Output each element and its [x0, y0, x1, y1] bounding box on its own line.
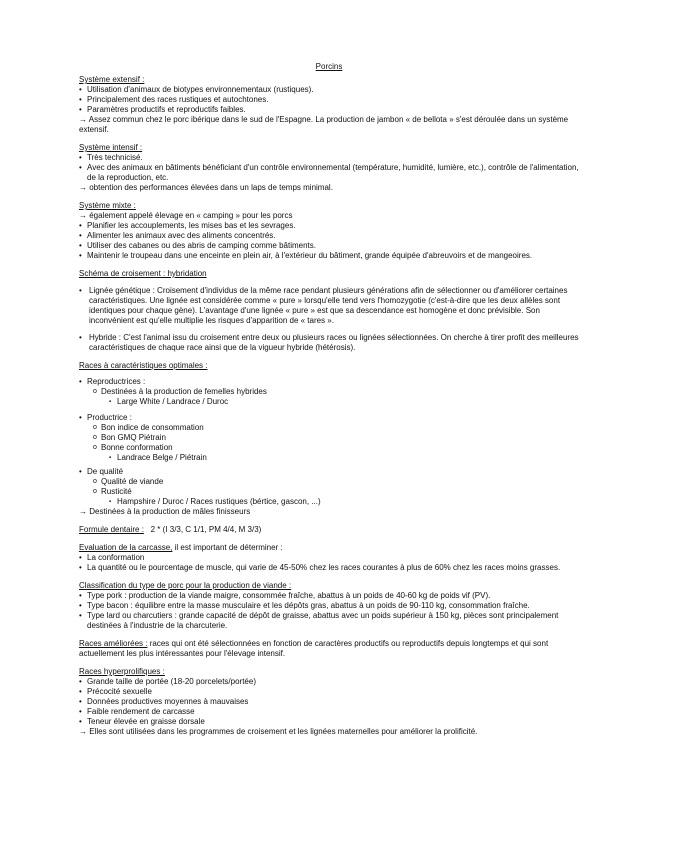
section-ameliorees	[79, 639, 579, 659]
list-item: • Données productives moyennes à mauvaises	[79, 697, 579, 707]
section-croisement	[79, 269, 579, 353]
list-item: • Lignée génétique : Croisement d'individus de la même race pendant plusieurs générations afin de sélectionner ou d'améliorer certaines caractéristiques. Une lignée est considérée comme « pure » lorsqu'elle tend vers l'homozygotie (c'est-à-dire que les deux allèles sont identiques pour chaque gène). L'avantage d'une lignée « pure » est que sa descendance est homogène et donc prévisible. Son inconvénient est qu'elle multiplie les risques d'apparition de « tares ».	[79, 286, 579, 326]
section-heading-intensif: Système intensif :	[79, 143, 143, 152]
list-item: • La conformation	[79, 553, 579, 563]
list-item: • Type pork : production de la viande maigre, consommée fraîche, abattus à un poids de 40-60 kg de poids vif (PV).	[79, 591, 579, 601]
list-item: • Type lard ou charcutiers : grande capacité de dépôt de graisse, abattus avec un poids supérieur à 150 kg, pièces sont principalement destinées à l'industrie de la charcuterie.	[79, 611, 579, 631]
list-item: • De qualité	[79, 467, 579, 477]
document-content	[79, 62, 579, 737]
section-extensif	[79, 75, 579, 135]
section-heading-formule: Formule dentaire :	[79, 525, 144, 534]
list-item: • Reproductrices :	[79, 377, 579, 387]
sub-sub-list-item: ▪ Large White / Landrace / Duroc	[79, 397, 579, 407]
list-item: • Avec des animaux en bâtiments bénéficiant d'un contrôle environnemental (température, humidité, lumière, etc.), contrôle de l'alimentation, de la reproduction, etc.	[79, 163, 579, 183]
section-heading-croisement: Schéma de croisement : hybridation	[79, 269, 207, 278]
arrow-note: → obtention des performances élevées dans un laps de temps minimal.	[79, 183, 333, 192]
list-item: • Paramètres productifs et reproductifs faibles.	[79, 105, 579, 115]
section-heading-extensif: Système extensif :	[79, 75, 145, 84]
section-classification	[79, 581, 579, 631]
list-item: • Principalement des races rustiques et autochtones.	[79, 95, 579, 105]
sub-list-item: o Bonne conformation	[79, 443, 579, 453]
ameliorees-text: races qui ont été sélectionnées en fonction de caractères productifs ou reproductifs depuis longtemps et qui sont actuellement les plus intéressantes pour l'élevage intensif.	[79, 639, 549, 658]
section-heading-ameliorees: Races améliorées :	[79, 639, 148, 648]
carcasse-intro: il est important de déterminer :	[172, 543, 283, 552]
list-item: • Faible rendement de carcasse	[79, 707, 579, 717]
section-formule	[79, 525, 579, 535]
list-item: • Maintenir le troupeau dans une enceinte en plein air, à l'extérieur du bâtiment, grande équipée d'abreuvoirs et de mangeoires.	[79, 251, 579, 261]
section-heading-hyperprolifiques: Races hyperprolifiques :	[79, 667, 165, 676]
section-intensif	[79, 143, 579, 193]
arrow-note: → Assez commun chez le porc ibérique dans le sud de l'Espagne. La production de jambon « de bellota » s'est déroulée dans un système extensif.	[79, 115, 569, 134]
section-heading-classification: Classification du type de porc pour la production de viande :	[79, 581, 292, 590]
list-item: • Type bacon : équilibre entre la masse musculaire et les dépôts gras, abattus à un poids de 90-110 kg, consommation fraîche.	[79, 601, 579, 611]
section-carcasse	[79, 543, 579, 573]
list-item: • Précocité sexuelle	[79, 687, 579, 697]
document-title: Porcins	[315, 62, 343, 71]
sub-list-item: o Bon indice de consommation	[79, 423, 579, 433]
section-heading-mixte: Système mixte :	[79, 201, 136, 210]
list-item: • Teneur élevée en graisse dorsale	[79, 717, 579, 727]
list-item: • Grande taille de portée (18-20 porcelets/portée)	[79, 677, 579, 687]
list-item: • Planifier les accouplements, les mises bas et les sevrages.	[79, 221, 579, 231]
arrow-note: → Destinées à la production de mâles finisseurs	[79, 507, 251, 516]
list-item: • Hybride : C'est l'animal issu du croisement entre deux ou plusieurs races ou lignées sélectionnées. On cherche à tirer profit des meilleures caractéristiques de chaque race ainsi que de la vigueur hybride (hétérosis).	[79, 333, 579, 353]
section-races-optimales	[79, 361, 579, 517]
list-item: • Utilisation d'animaux de biotypes environnementaux (rustiques).	[79, 85, 579, 95]
list-item: • Alimenter les animaux avec des aliments concentrés.	[79, 231, 579, 241]
sub-list-item: o Destinées à la production de femelles hybrides	[79, 387, 579, 397]
list-item: • La quantité ou le pourcentage de muscle, qui varie de 45-50% chez les races courantes à plus de 60% chez les races moins grasses.	[79, 563, 579, 573]
sub-sub-list-item: ▪ Hampshire / Duroc / Races rustiques (bértice, gascon, ...)	[79, 497, 579, 507]
section-hyperprolifiques	[79, 667, 579, 737]
section-heading-races-optimales: Races à caractéristiques optimales :	[79, 361, 208, 370]
arrow-note: → également appelé élevage en « camping » pour les porcs	[79, 211, 293, 220]
sub-list-item: o Qualité de viande	[79, 477, 579, 487]
sub-list-item: o Bon GMQ Piétrain	[79, 433, 579, 443]
arrow-note: → Elles sont utilisées dans les programmes de croisement et les lignées maternelles pour améliorer la prolificité.	[79, 727, 478, 736]
section-mixte	[79, 201, 579, 261]
sub-list-item: o Rusticité	[79, 487, 579, 497]
sub-sub-list-item: ▪ Landrace Belge / Piétrain	[79, 453, 579, 463]
section-heading-carcasse: Evaluation de la carcasse,	[79, 543, 173, 552]
list-item: • Productrice :	[79, 413, 579, 423]
list-item: • Très technicisé.	[79, 153, 579, 163]
formule-value: 2 * (I 3/3, C 1/1, PM 4/4, M 3/3)	[150, 525, 262, 534]
list-item: • Utiliser des cabanes ou des abris de camping comme bâtiments.	[79, 241, 579, 251]
